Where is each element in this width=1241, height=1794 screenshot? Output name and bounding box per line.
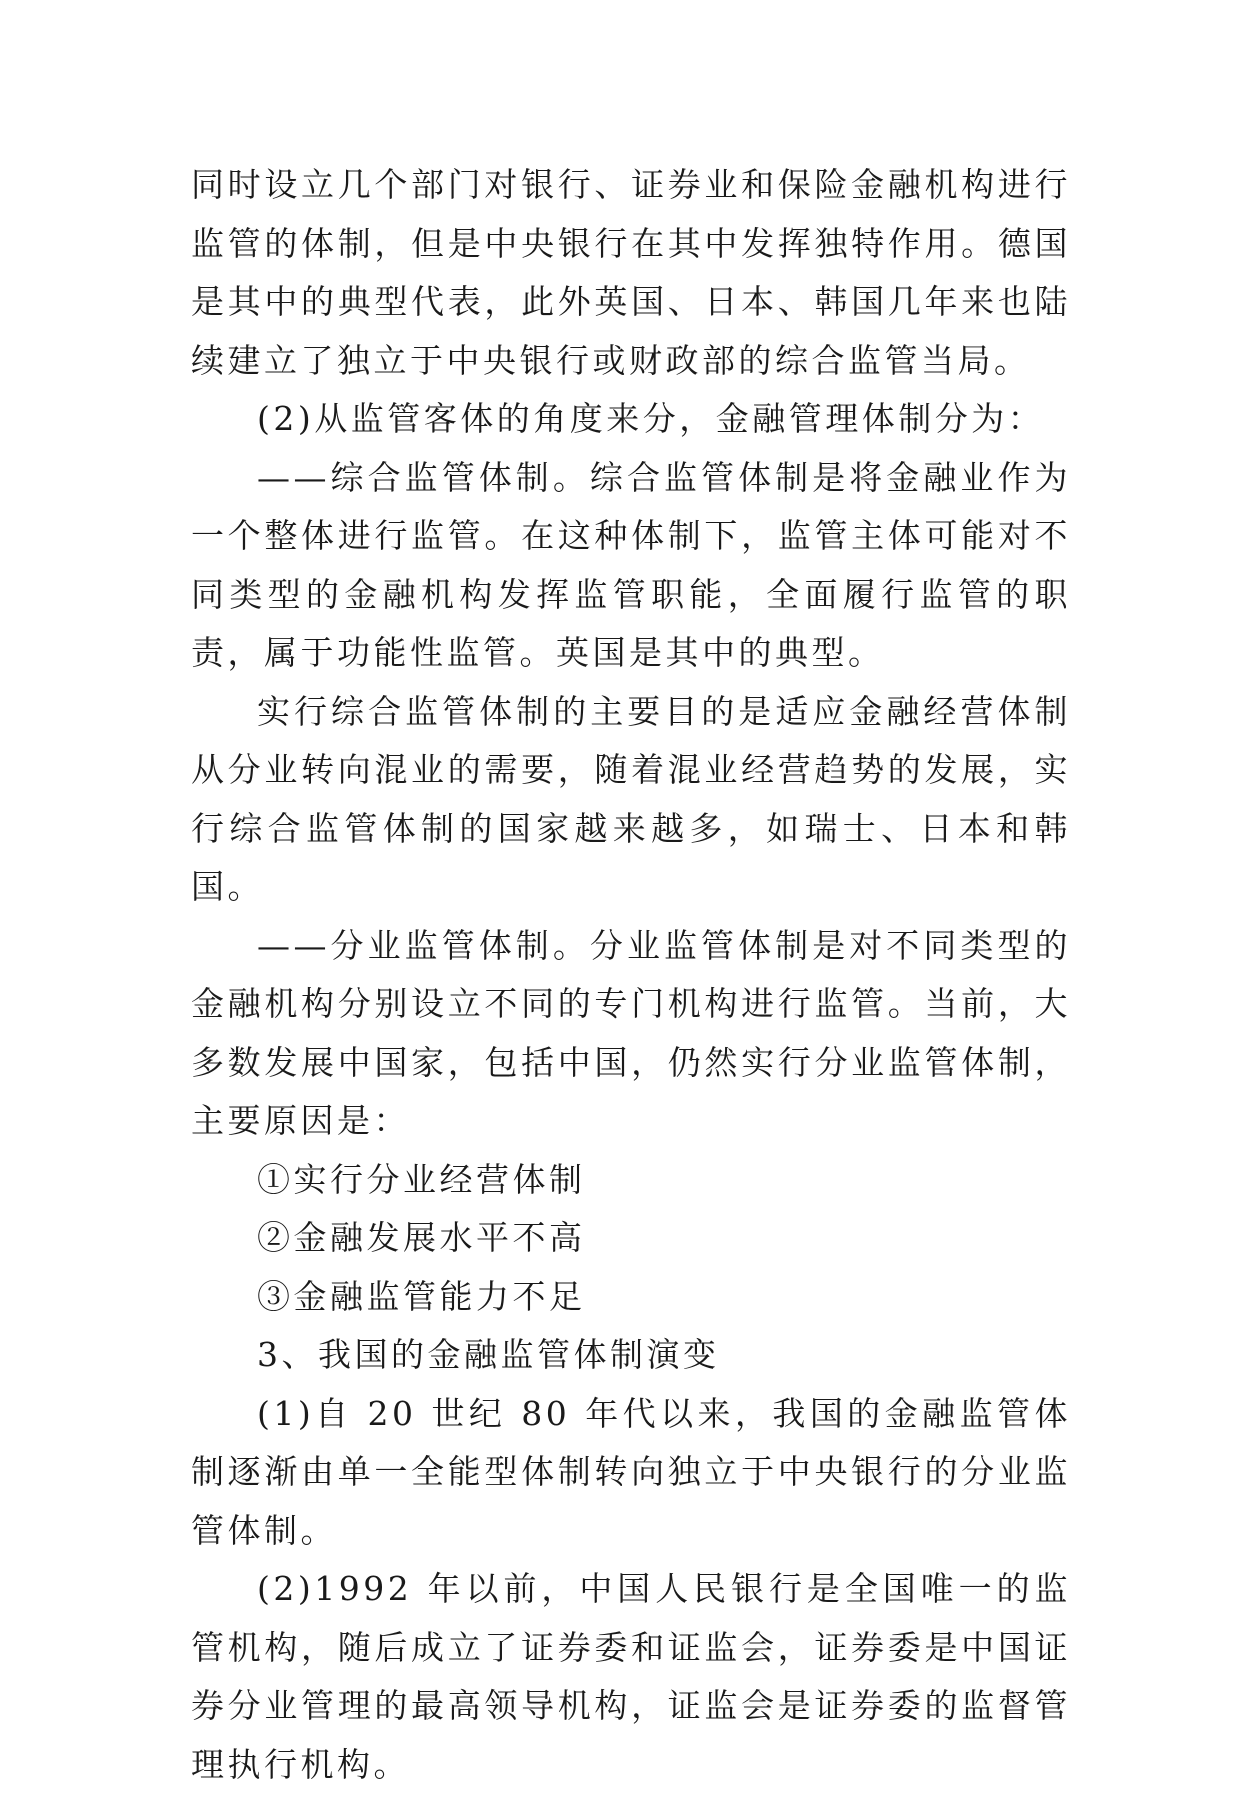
paragraph-classification-heading: (2)从监管客体的角度来分，金融管理体制分为： [257, 399, 1045, 438]
body-text [191, 156, 1071, 1794]
paragraph-evolution-2: (2)1992 年以前，中国人民银行是全国唯一的监管机构，随后成立了证券委和证监会，证券委是中国证券分业管理的最高领导机构，证监会是证券委的监督管理执行机构。 [191, 1569, 1071, 1784]
list-item-reason-3: ③金融监管能力不足 [257, 1276, 586, 1316]
list-item-reason-1: ①实行分业经营体制 [257, 1159, 586, 1199]
list-item-reason-2: ②金融发展水平不高 [257, 1218, 586, 1257]
paragraph-separate-regulation: ——分业监管体制。分业监管体制是对不同类型的金融机构分别设立不同的专门机构进行监管。当前，大多数发展中国家，包括中国，仍然实行分业监管体制，主要原因是： [191, 925, 1071, 1140]
section-heading-evolution: 3、我国的金融监管体制演变 [257, 1335, 720, 1374]
paragraph-evolution-1: (1)自 20 世纪 80 年代以来，我国的金融监管体制逐渐由单一全能型体制转向独立于中央银行的分业监管体制。 [191, 1393, 1071, 1550]
paragraph-integrated-regulation: ——综合监管体制。综合监管体制是将金融业作为一个整体进行监管。在这种体制下，监管主体可能对不同类型的金融机构发挥监管职能，全面履行监管的职责，属于功能性监管。英国是其中的典型。 [191, 457, 1071, 672]
paragraph-continuation: 同时设立几个部门对银行、证券业和保险金融机构进行监管的体制，但是中央银行在其中发挥独特作用。德国是其中的典型代表，此外英国、日本、韩国几年来也陆续建立了独立于中央银行或财政部的综合监管当局。 [191, 165, 1071, 380]
paragraph-integrated-purpose: 实行综合监管体制的主要目的是适应金融经营体制从分业转向混业的需要，随着混业经营趋势的发展，实行综合监管体制的国家越来越多，如瑞士、日本和韩国。 [191, 691, 1071, 906]
